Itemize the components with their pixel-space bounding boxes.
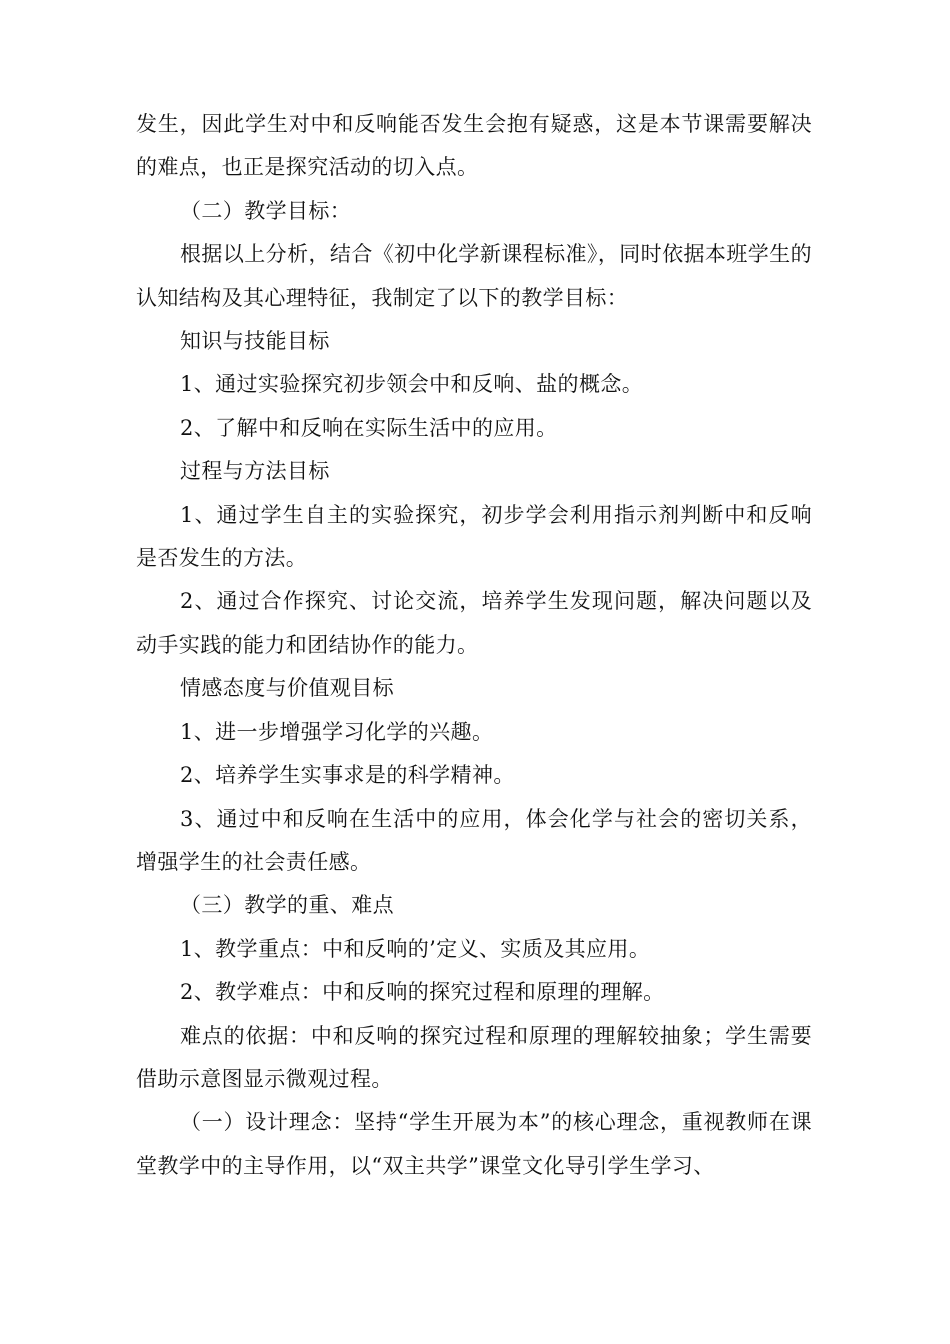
list-item: 1、教学重点：中和反响的’定义、实质及其应用。 [180, 936, 651, 961]
list-item: 2、了解中和反响在实际生活中的应用。 [180, 415, 558, 440]
list-item: 2、通过合作探究、讨论交流，培养学生发现问题，解决问题以及动手实践的能力和团结协作的能力。 [136, 589, 812, 657]
list-item: 1、通过学生自主的实验探究，初步学会利用指示剂判断中和反响是否发生的方法。 [136, 502, 812, 571]
list-item: 2、教学难点：中和反响的探究过程和原理的理解。 [180, 980, 665, 1005]
section-heading-key-points: （三）教学的重、难点 [180, 893, 394, 918]
list-item: 1、通过实验探究初步领会中和反响、盐的概念。 [180, 372, 644, 397]
document-body [136, 103, 812, 1188]
list-item: 3、通过中和反响在生活中的应用，体会化学与社会的密切关系，增强学生的社会责任感。 [136, 806, 812, 874]
paragraph-continuation: 发生，因此学生对中和反响能否发生会抱有疑惑，这是本节课需要解决的难点，也正是探究活动的切入点。 [136, 112, 812, 180]
paragraph-analysis: 根据以上分析，结合《初中化学新课程标准》，同时依据本班学生的认知结构及其心理特征，我制定了以下的教学目标： [136, 242, 812, 310]
subheading-process-methods: 过程与方法目标 [180, 459, 330, 484]
paragraph-design-concept: （一）设计理念：坚持“学生开展为本”的核心理念，重视教师在课堂教学中的主导作用，以“双主共学”课堂文化导引学生学习、 [136, 1110, 812, 1178]
paragraph-difficulty-basis: 难点的依据：中和反响的探究过程和原理的理解较抽象；学生需要借助示意图显示微观过程。 [136, 1023, 812, 1091]
list-item: 1、进一步增强学习化学的兴趣。 [180, 719, 494, 744]
subheading-attitude-values: 情感态度与价值观目标 [180, 676, 394, 701]
section-heading-teaching-goals: （二）教学目标： [180, 198, 352, 223]
list-item: 2、培养学生实事求是的科学精神。 [180, 763, 515, 788]
subheading-knowledge-skills: 知识与技能目标 [180, 329, 330, 354]
